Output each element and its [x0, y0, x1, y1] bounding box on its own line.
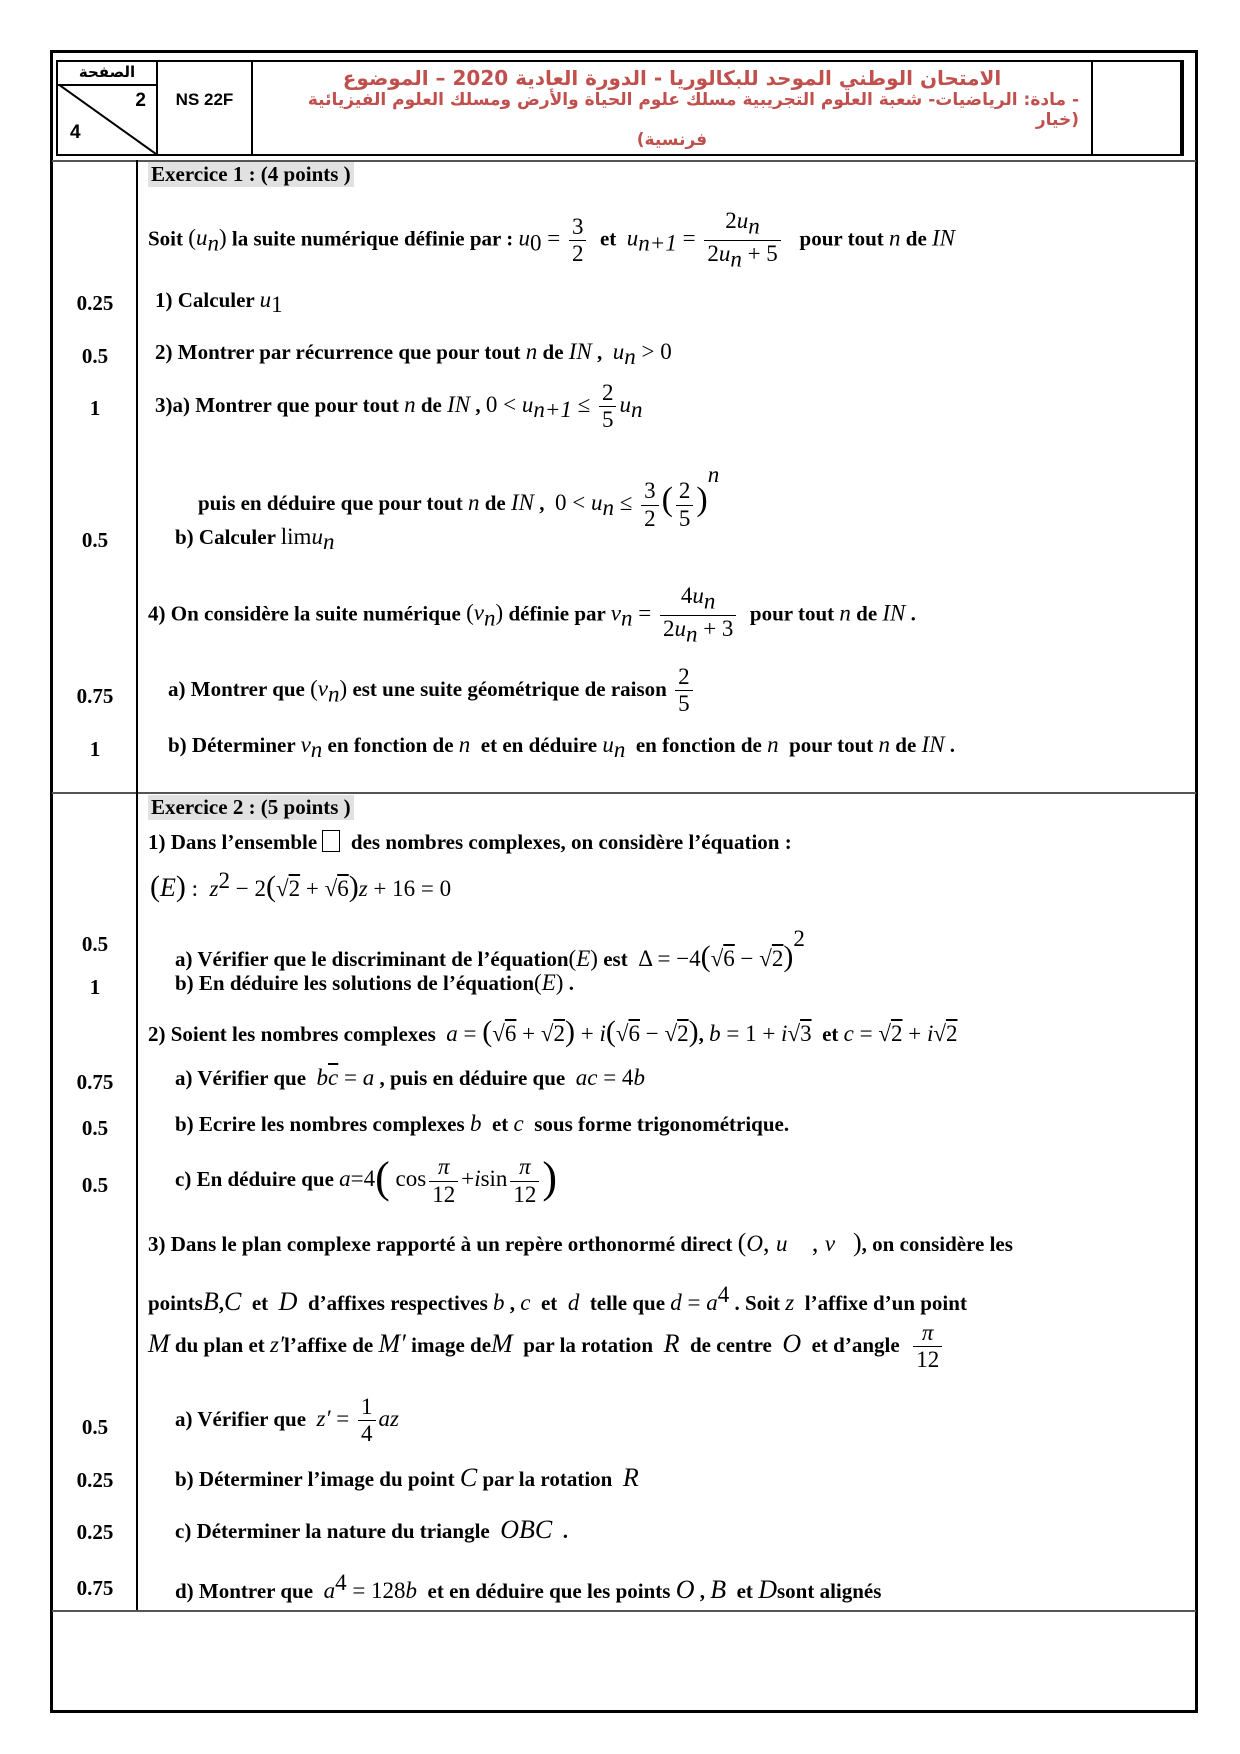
- title-line-3: فرنسية): [636, 130, 708, 150]
- title-line-2: - مادة: الرياضيات- شعبة العلوم التجريبية مسلك علوم الحياة والأرض ومسلك العلوم الفيزيائية (خيار: [307, 90, 1079, 130]
- points-value: 0.75: [76, 1070, 114, 1094]
- ex2-q3b: b) Déterminer l’image du point C par la rotation R: [175, 1463, 639, 1492]
- ex1-q3a: 3)a) Montrer que pour tout n de IN , $0 < u_{n+1}$ ≤ $\frac{2}{5}$ $u_n$: [155, 380, 643, 433]
- points-value: 1: [89, 396, 101, 420]
- points-value: 0.5: [81, 1173, 109, 1197]
- points-value: 0.25: [76, 291, 114, 315]
- ex1-q4: 4) On considère la suite numérique $(v_n)$ définie par $v_n$ = $\frac{4u_n}{2u_n + 3}$ pour tout n de IN .: [148, 583, 916, 647]
- ex2-q1: 1) Dans l’ensemble des nombres complexes, on considère l’équation :: [148, 830, 792, 854]
- points-value: 0.5: [81, 932, 109, 956]
- page-number: 2: [135, 90, 146, 111]
- ex1-q3a-deduce: puis en déduire que pour tout n de IN , $0 < u_n$ ≤ $\frac{3}{2}$ ( $\frac{2}{5}$ )$^n$: [198, 462, 720, 531]
- ex2-q2a: a) Vérifier que $b\overline{c} = a$ , puis en déduire que ac = 4b: [175, 1065, 645, 1090]
- points-value: 0.75: [76, 1576, 114, 1600]
- page-total: 4: [70, 122, 81, 143]
- section-divider: [52, 1610, 1196, 1612]
- points-value: 0.25: [76, 1520, 114, 1544]
- ex1-q2: 2) Montrer par récurrence que pour tout n de IN , $u_n > 0$: [155, 339, 672, 370]
- points-value: 0.25: [76, 1468, 114, 1492]
- ex2-q3a: a) Vérifier que z′ = $\frac{1}{4}$ az: [175, 1394, 399, 1447]
- points-value: 1: [89, 737, 101, 761]
- ex1-q1: 1) Calculer $u_1$: [155, 287, 283, 318]
- exercise-1-title: Exercice 1 : (4 points ): [148, 162, 354, 187]
- exam-header: [56, 60, 1184, 156]
- page-label: الصفحة: [58, 62, 156, 86]
- points-value: 0.5: [81, 1415, 109, 1439]
- points-value: 0.5: [81, 528, 109, 552]
- points-column-divider: [136, 160, 138, 1610]
- ex1-q4b: b) Déterminer $v_n$ en fonction de n et en déduire $u_n$ en fonction de n pour tout n de IN .: [168, 732, 956, 763]
- points-value: 0.5: [81, 1116, 109, 1140]
- points-value: 1: [89, 975, 101, 999]
- ex1-intro: Soit $(u_n)$ la suite numérique définie par : $u_0$ = $\frac{3}{2}$ et $u_{n+1}$ = $\frac{2u_n}{2u_n + 5}$ pour tout n de IN: [148, 208, 956, 272]
- ex2-q3c: c) Déterminer la nature du triangle OBC .: [175, 1515, 568, 1544]
- ex1-q3b: b) Calculer limu$_n$: [175, 524, 335, 555]
- ex2-q1a: a) Vérifier que le discriminant de l’équation(E) est $\Delta = -4(√6 - √2)^2$: [175, 926, 805, 973]
- exam-title: [253, 62, 1093, 154]
- ex2-q3-line2: pointsB,C et D d’affixes respectives b , c et d telle que $d = a^4$ . Soit z l’affixe d’un point: [148, 1282, 967, 1316]
- blank-cell: [1093, 62, 1182, 154]
- ex2-q2: 2) Soient les nombres complexes a = (√6 + √2) + i(√6 − √2), b = 1 + i√3 et c = √2 + i√2: [148, 1015, 958, 1048]
- points-value: 0.75: [76, 684, 114, 708]
- ex2-q1b: b) En déduire les solutions de l’équation(E) .: [175, 970, 574, 995]
- ex2-q2b: b) Ecrire les nombres complexes b et c sous forme trigonométrique.: [175, 1111, 790, 1136]
- ex2-equation: (E) : $z^2 - 2(√2 + √6)z + 16 = 0$: [150, 868, 452, 903]
- section-divider: [52, 792, 1196, 794]
- points-value: 0.5: [81, 344, 109, 368]
- ex1-q4a: a) Montrer que $(v_n)$ est une suite géométrique de raison $\frac{2}{5}$: [168, 664, 696, 718]
- ex2-q3-line3: M du plan et z′l’affixe de M′ image deM par la rotation R de centre O et d’angle $\frac{\pi}{12}$: [148, 1320, 945, 1374]
- page-cell: [58, 62, 158, 154]
- ex2-q2c: c) En déduire que a=4( cos $\frac{\pi}{12}$ +isin $\frac{\pi}{12}$ ): [175, 1153, 558, 1207]
- exam-code: NS 22F: [158, 62, 253, 154]
- exercise-2-title: Exercice 2 : (5 points ): [148, 795, 354, 820]
- ex2-q3-line1: 3) Dans le plan complexe rapporté à un repère orthonormé direct (O, u⃗ , v⃗), on considère les: [148, 1228, 1013, 1257]
- ex2-q3d: d) Montrer que $a^4 = 128b$ et en déduire que les points O , B et Dsont alignés: [175, 1570, 882, 1604]
- title-line-1: الامتحان الوطني الموحد للبكالوريا - الدورة العادية 2020 – الموضوع: [342, 66, 1002, 90]
